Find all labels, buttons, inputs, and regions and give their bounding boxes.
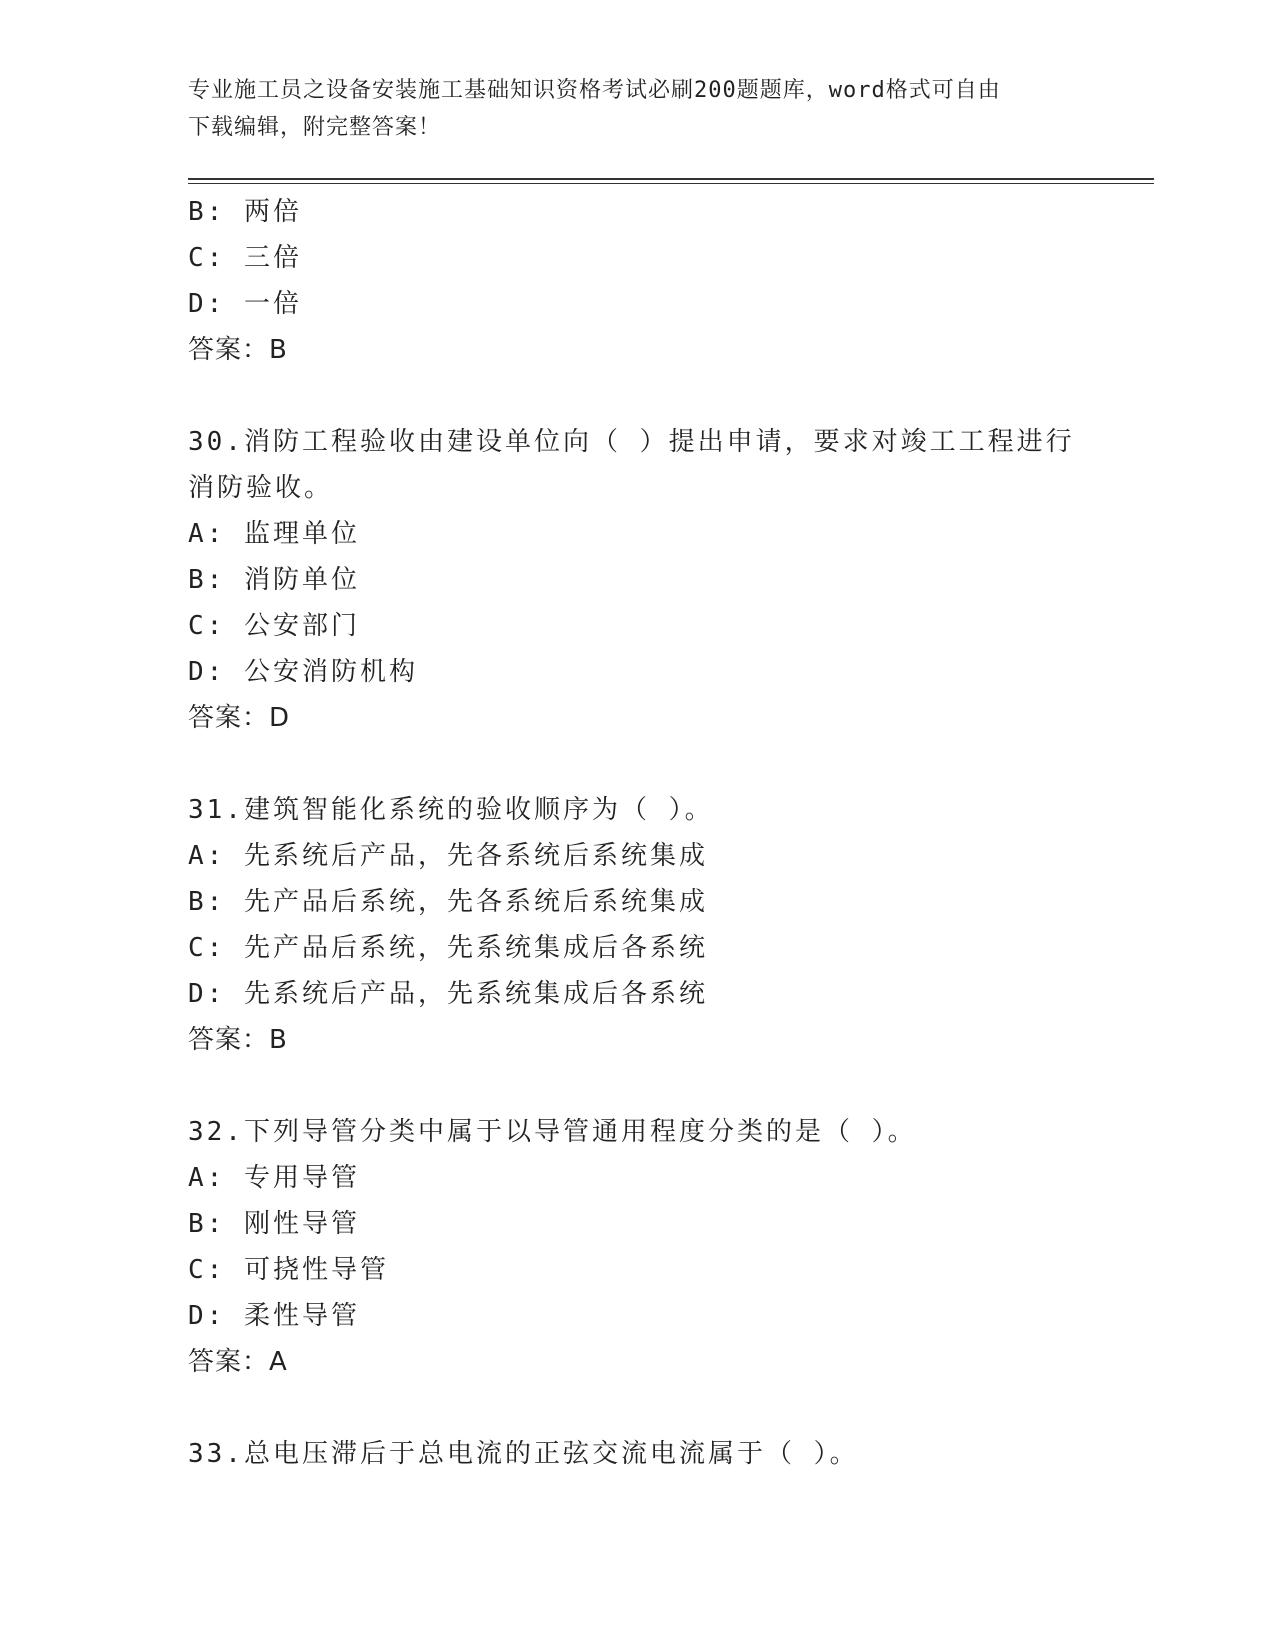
question-block-32 — [188, 1109, 1088, 1385]
option-a: A: 监理单位 — [188, 519, 360, 549]
spacer — [188, 741, 1088, 787]
question-block-29 — [188, 189, 1088, 373]
spacer — [188, 1385, 1088, 1431]
question-list — [188, 189, 1088, 1477]
header-line: 专业施工员之设备安装施工基础知识资格考试必刷200题题库，word格式可自由 — [188, 78, 1001, 103]
option-b: B: 两倍 — [188, 197, 302, 227]
question-text: 31.建筑智能化系统的验收顺序为（ ）。 — [188, 795, 714, 825]
answer-line: 答案：D — [188, 703, 291, 733]
document-header — [188, 72, 1068, 146]
header-line: 下载编辑，附完整答案！ — [188, 115, 442, 140]
option-d: D: 柔性导管 — [188, 1301, 360, 1331]
option-b: B: 刚性导管 — [188, 1209, 360, 1239]
option-d: D: 先系统后产品，先系统集成后各系统 — [188, 979, 708, 1009]
option-a: A: 先系统后产品，先各系统后系统集成 — [188, 841, 708, 871]
question-text: 33.总电压滞后于总电流的正弦交流电流属于（ ）。 — [188, 1439, 859, 1469]
spacer — [188, 373, 1088, 419]
answer-line: 答案：B — [188, 335, 288, 365]
option-c: C: 公安部门 — [188, 611, 360, 641]
option-c: C: 三倍 — [188, 243, 302, 273]
option-a: A: 专用导管 — [188, 1163, 360, 1193]
question-block-30 — [188, 419, 1088, 741]
option-b: B: 先产品后系统，先各系统后系统集成 — [188, 887, 708, 917]
question-text: 32.下列导管分类中属于以导管通用程度分类的是（ ）。 — [188, 1117, 917, 1147]
option-d: D: 一倍 — [188, 289, 302, 319]
answer-line: 答案：B — [188, 1025, 288, 1055]
question-block-33 — [188, 1431, 1088, 1477]
header-divider — [188, 183, 1154, 184]
question-block-31 — [188, 787, 1088, 1063]
option-b: B: 消防单位 — [188, 565, 360, 595]
option-d: D: 公安消防机构 — [188, 657, 418, 687]
question-text: 消防验收。 — [188, 473, 334, 503]
option-c: C: 可挠性导管 — [188, 1255, 389, 1285]
question-text: 30.消防工程验收由建设单位向（ ）提出申请，要求对竣工工程进行 — [188, 427, 1075, 457]
spacer — [188, 1063, 1088, 1109]
option-c: C: 先产品后系统，先系统集成后各系统 — [188, 933, 708, 963]
header-divider — [188, 178, 1154, 180]
answer-line: 答案：A — [188, 1347, 288, 1377]
